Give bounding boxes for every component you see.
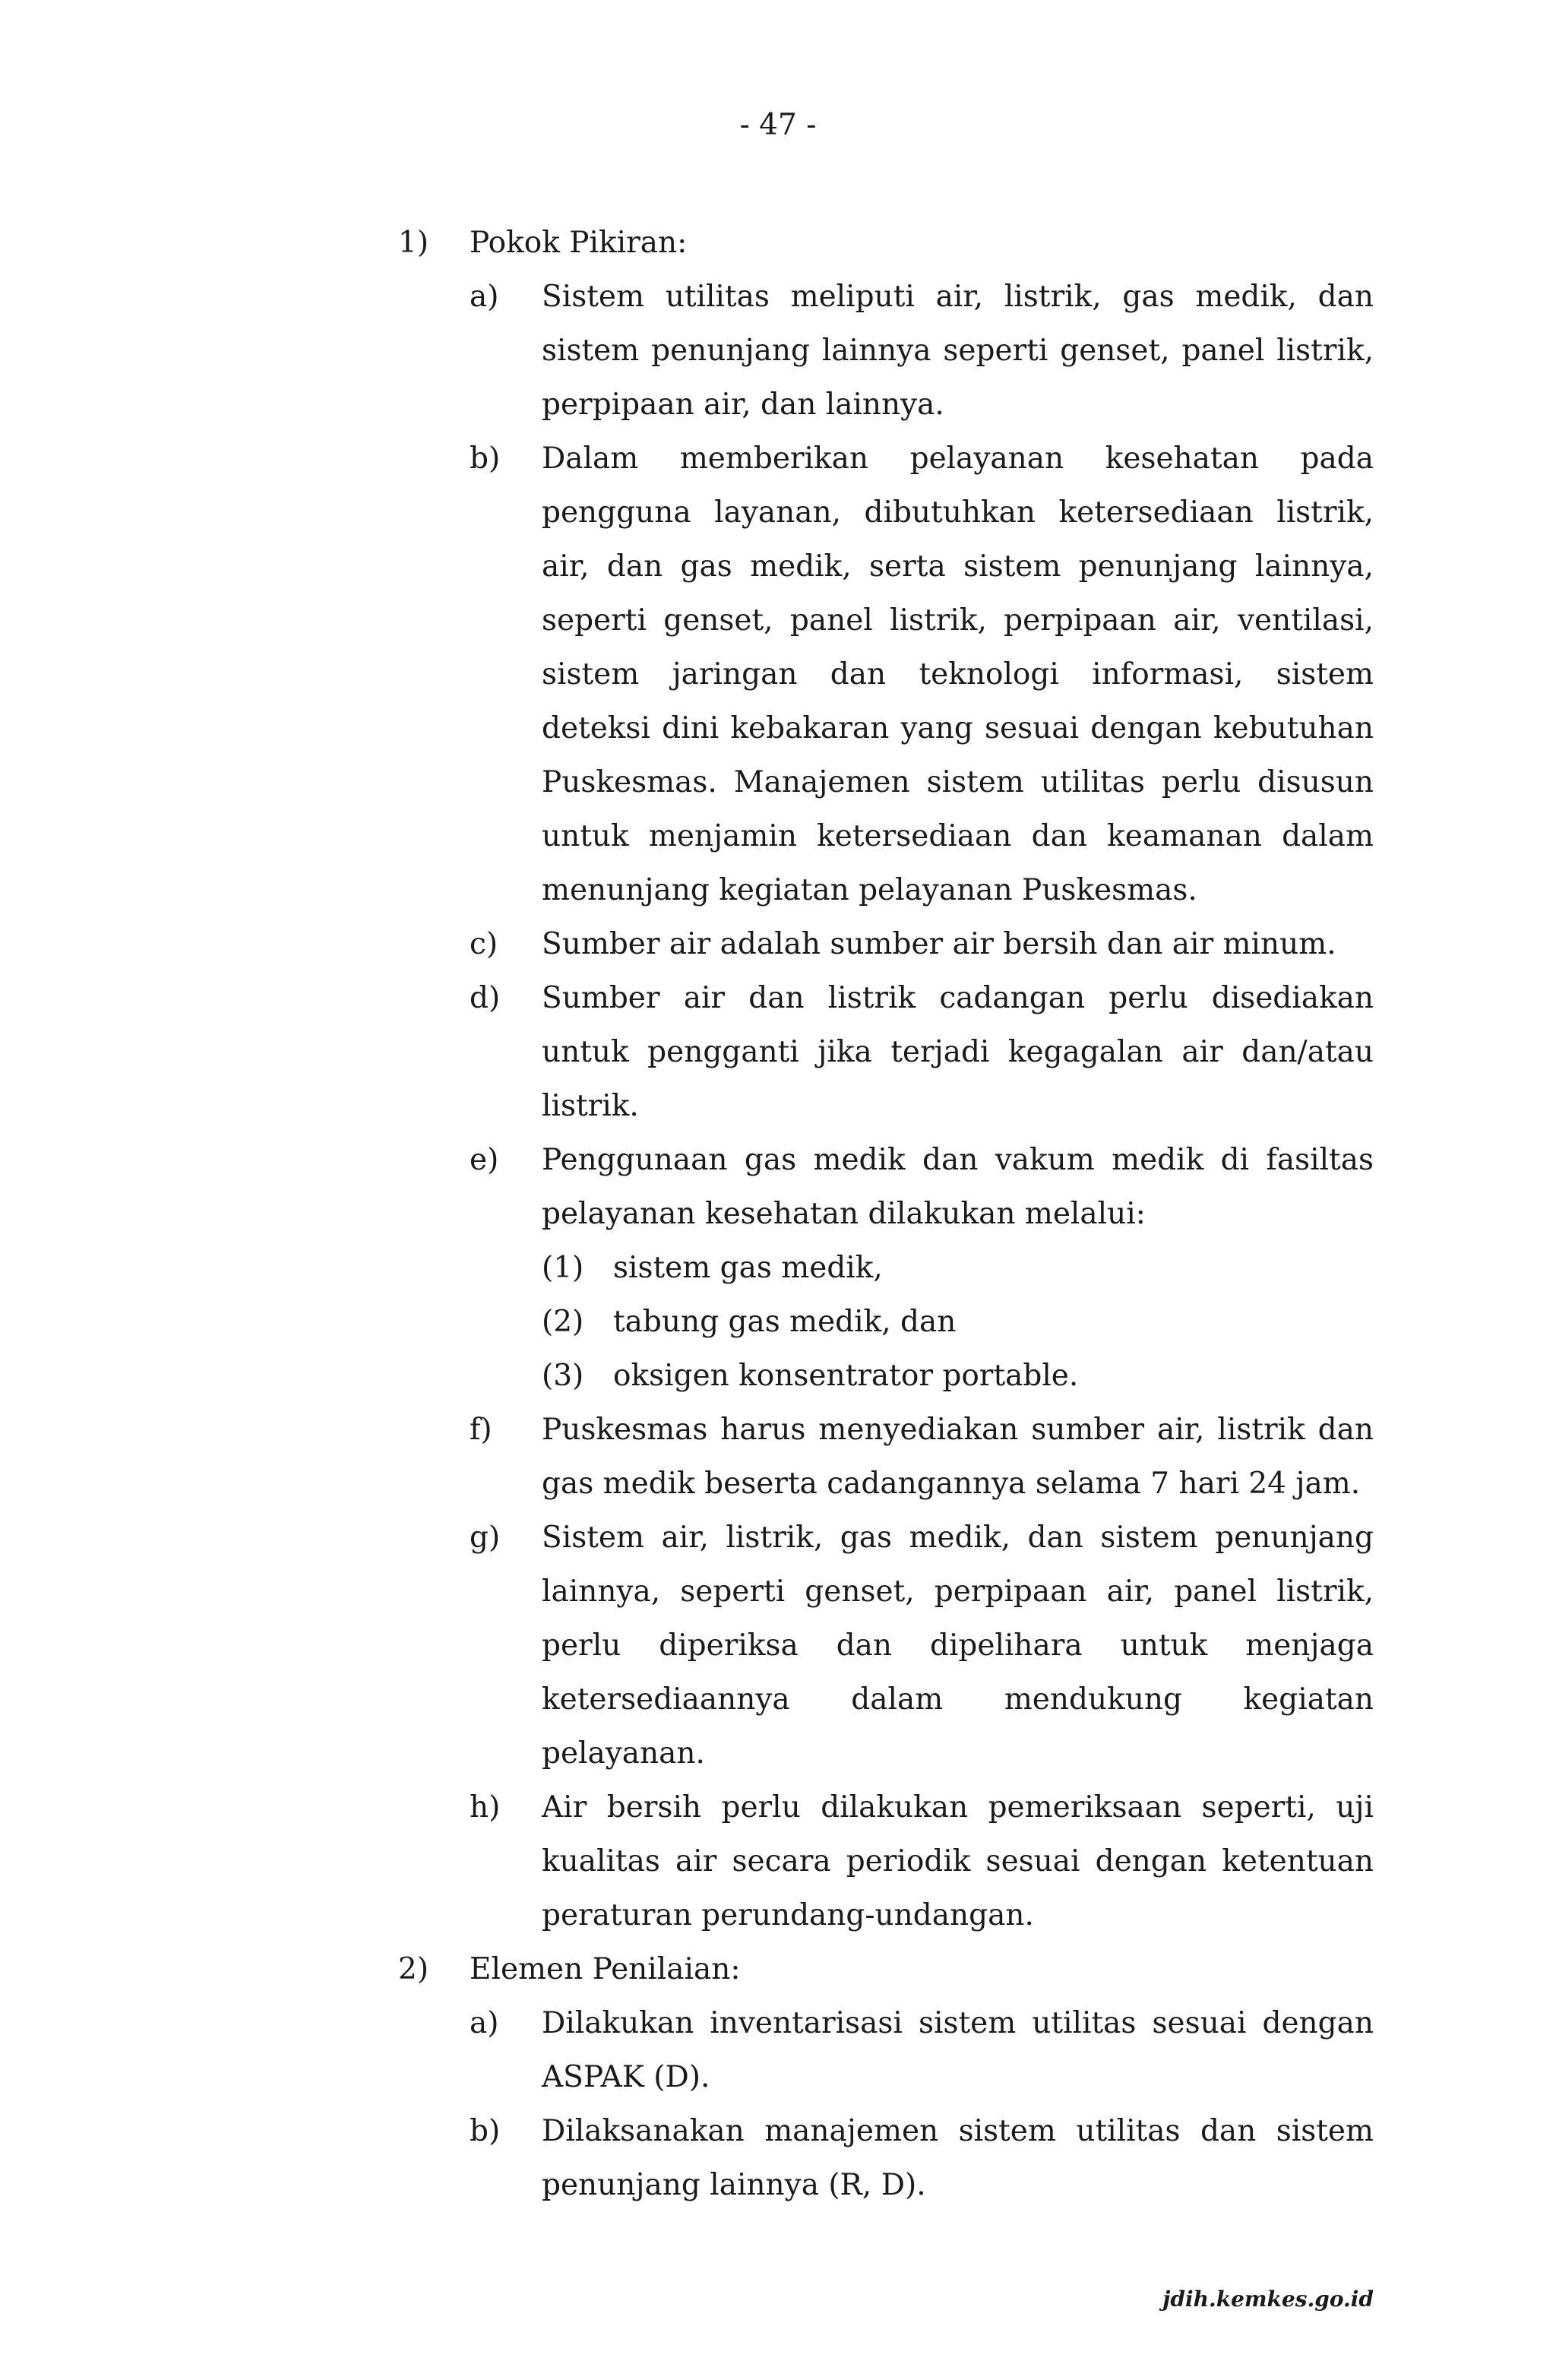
list-item <box>0 917 1556 971</box>
list-item-marker: c) <box>470 927 498 961</box>
section-title: Elemen Penilaian: <box>470 1952 741 1986</box>
list-item <box>0 270 1556 432</box>
sub-list-item-marker: (1) <box>542 1251 584 1285</box>
list-item <box>0 1780 1556 1942</box>
list-item-text: Sumber air adalah sumber air bersih dan air minum. <box>542 927 1336 961</box>
list-item-text: Air bersih perlu dilakukan pemeriksaan seperti, uji kualitas air secara periodik sesuai dengan ketentuan peraturan perundang-undangan. <box>542 1790 1374 1932</box>
sub-list-item-marker: (2) <box>542 1305 584 1339</box>
sub-list-item <box>0 1349 1556 1403</box>
document-body <box>0 216 1556 2212</box>
sub-list-item-text: oksigen konsentrator portable. <box>613 1359 1079 1393</box>
list-item <box>0 1133 1556 1241</box>
list-item <box>0 1996 1556 2104</box>
list-item-text: Dalam memberikan pelayanan kesehatan pada pengguna layanan, dibutuhkan ketersediaan listrik, air, dan gas medik, serta sistem penunjang lainnya, seperti genset, panel listrik, perpipaan air, ventilasi, sistem jaringan dan teknologi informasi, sistem deteksi dini kebakaran yang sesuai dengan kebutuhan Puskesmas. Manajemen sistem utilitas perlu disusun untuk menjamin ketersediaan dan keamanan dalam menunjang kegiatan pelayanan Puskesmas. <box>542 442 1374 907</box>
sub-list-item <box>0 1241 1556 1295</box>
sub-list-item-text: sistem gas medik, <box>613 1251 883 1285</box>
list-item-text: Penggunaan gas medik dan vakum medik di fasiltas pelayanan kesehatan dilakukan melalui: <box>542 1143 1374 1231</box>
list-item-text: Puskesmas harus menyediakan sumber air, listrik dan gas medik beserta cadangannya selama 7 hari 24 jam. <box>542 1413 1374 1501</box>
list-item-text: Sistem utilitas meliputi air, listrik, gas medik, dan sistem penunjang lainnya seperti genset, panel listrik, perpipaan air, dan lainnya. <box>542 280 1374 422</box>
list-item-marker: d) <box>470 981 501 1015</box>
list-item-marker: a) <box>470 2006 499 2040</box>
list-item <box>0 2104 1556 2212</box>
section-elemen-penilaian <box>0 1942 1556 1996</box>
sub-list-item <box>0 1295 1556 1349</box>
list-item-marker: b) <box>470 2114 501 2148</box>
section-number: 1) <box>398 226 429 260</box>
list-item <box>0 971 1556 1133</box>
list-item-marker: b) <box>470 442 501 476</box>
list-item-marker: a) <box>470 280 499 314</box>
list-item <box>0 1403 1556 1511</box>
list-item-text: Sistem air, listrik, gas medik, dan sistem penunjang lainnya, seperti genset, perpipaan air, panel listrik, perlu diperiksa dan dipelihara untuk menjaga ketersediaannya dalam mendukung kegiatan pelayanan. <box>542 1521 1374 1771</box>
list-item-text: Dilaksanakan manajemen sistem utilitas dan sistem penunjang lainnya (R, D). <box>542 2114 1374 2202</box>
footer-source-url: jdih.kemkes.go.id <box>1162 2287 1374 2312</box>
section-pokok-pikiran <box>0 216 1556 270</box>
section-number: 2) <box>398 1952 429 1986</box>
list-item <box>0 432 1556 917</box>
list-item-marker: f) <box>470 1413 492 1447</box>
list-item-marker: e) <box>470 1143 499 1177</box>
page-number: - 47 - <box>739 108 817 142</box>
section-title: Pokok Pikiran: <box>470 226 688 260</box>
list-item <box>0 1511 1556 1780</box>
list-item-marker: h) <box>470 1790 501 1825</box>
sub-list-item-text: tabung gas medik, dan <box>613 1305 957 1339</box>
list-item-text: Sumber air dan listrik cadangan perlu disediakan untuk pengganti jika terjadi kegagalan air dan/atau listrik. <box>542 981 1374 1123</box>
list-item-text: Dilakukan inventarisasi sistem utilitas sesuai dengan ASPAK (D). <box>542 2006 1374 2094</box>
list-item-marker: g) <box>470 1521 501 1555</box>
sub-list-item-marker: (3) <box>542 1359 584 1393</box>
